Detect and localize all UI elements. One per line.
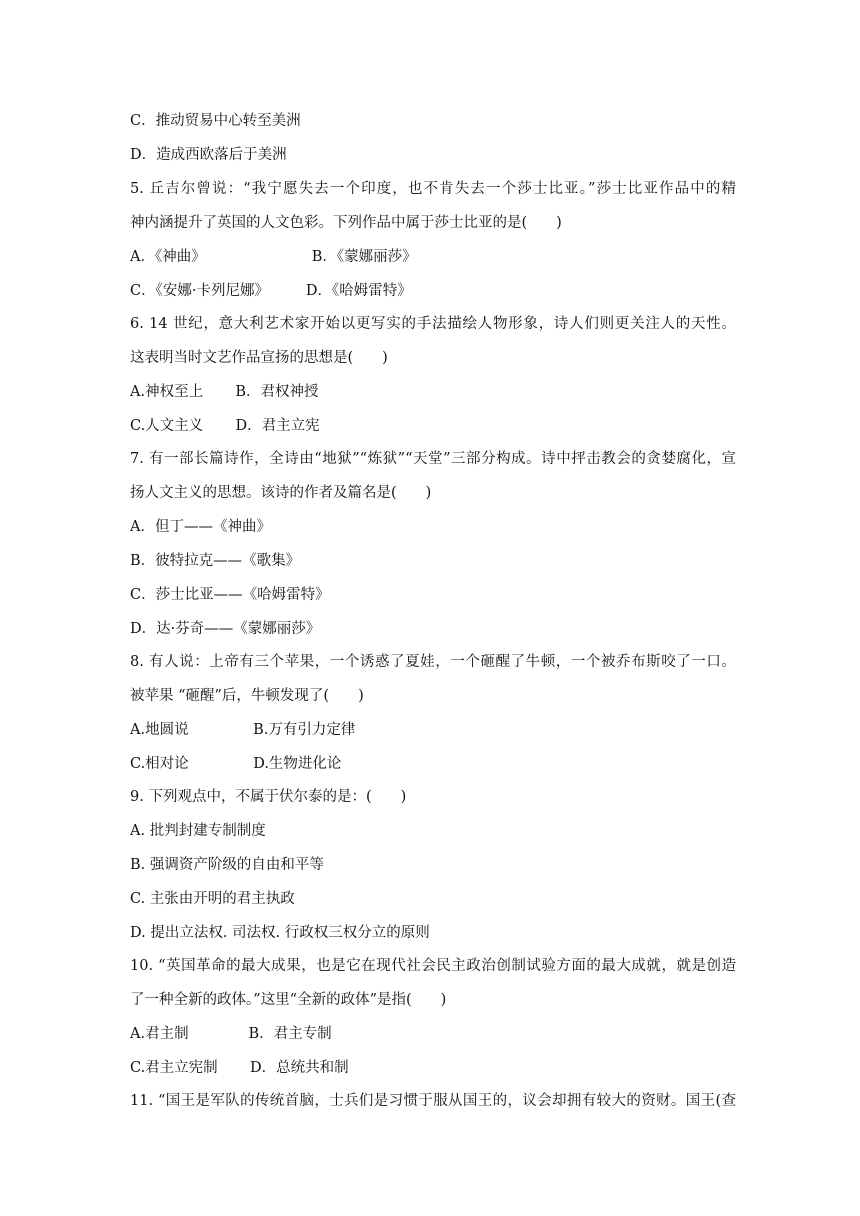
option-7c: C．莎士比亚——《哈姆雷特》 (130, 587, 330, 603)
question-7-line-2: 扬人文主义的思想。该诗的作者及篇名是( ) (130, 485, 432, 501)
option-7b: B．彼特拉克——《歌集》 (130, 553, 301, 569)
question-7-line-1: 7. 有一部长篇诗作，全诗由“地狱”“炼狱”“天堂”三部分构成。诗中抨击教会的贪婪腐化，宣 (130, 451, 736, 467)
option-9c: C. 主张由开明的君主执政 (130, 891, 295, 907)
options-6-cd: C.人文主义 D．君主立宪 (130, 418, 320, 434)
options-5-ab: A．《神曲》 B．《蒙娜丽莎》 (130, 249, 417, 265)
option-7a: A．但丁——《神曲》 (130, 519, 271, 535)
options-10-cd: C.君主立宪制 D．总统共和制 (130, 1060, 349, 1076)
options-8-cd: C.相对论 D.生物进化论 (130, 756, 342, 772)
question-10-line-2: 了一种全新的政体。”这里“全新的政体”是指( ) (130, 992, 447, 1008)
option-9a: A. 批判封建专制制度 (130, 823, 266, 839)
question-9: 9. 下列观点中，不属于伏尔泰的是：( ) (130, 789, 407, 805)
question-11-line-1: 11. “国王是军队的传统首脑，士兵们是习惯于服从国王的，议会却拥有较大的资财。国王(查 (130, 1093, 736, 1109)
option-4d: D．造成西欧落后于美洲 (130, 147, 287, 163)
options-10-ab: A.君主制 B．君主专制 (130, 1026, 332, 1042)
options-6-ab: A.神权至上 B．君权神授 (130, 384, 319, 400)
question-5-line-1: 5. 丘吉尔曾说：“我宁愿失去一个印度，也不肯失去一个莎士比亚。”莎士比亚作品中的精 (130, 181, 736, 197)
option-4c: C．推动贸易中心转至美洲 (130, 113, 301, 129)
question-8-line-1: 8. 有人说：上帝有三个苹果，一个诱惑了夏娃，一个砸醒了牛顿，一个被乔布斯咬了一口。 (130, 654, 736, 670)
question-8-line-2: 被苹果 “砸醒”后，牛顿发现了( ) (130, 688, 364, 704)
options-5-cd: C．《安娜·卡列尼娜》 D．《哈姆雷特》 (130, 283, 412, 299)
question-6-line-1: 6. 14 世纪，意大利艺术家开始以更写实的手法描绘人物形象，诗人们则更关注人的天性。 (130, 316, 736, 332)
question-6-line-2: 这表明当时文艺作品宣扬的思想是( ) (130, 350, 388, 366)
option-9b: B. 强调资产阶级的自由和平等 (130, 857, 324, 873)
options-8-ab: A.地圆说 B.万有引力定律 (130, 722, 356, 738)
question-10-line-1: 10. “英国革命的最大成果，也是它在现代社会民主政治创制试验方面的最大成就，就是创造 (130, 958, 736, 974)
option-9d: D. 提出立法权. 司法权. 行政权三权分立的原则 (130, 925, 430, 941)
option-7d: D．达·芬奇——《蒙娜丽莎》 (130, 621, 321, 637)
question-5-line-2: 神内涵提升了英国的人文色彩。下列作品中属于莎士比亚的是( ) (130, 215, 562, 231)
